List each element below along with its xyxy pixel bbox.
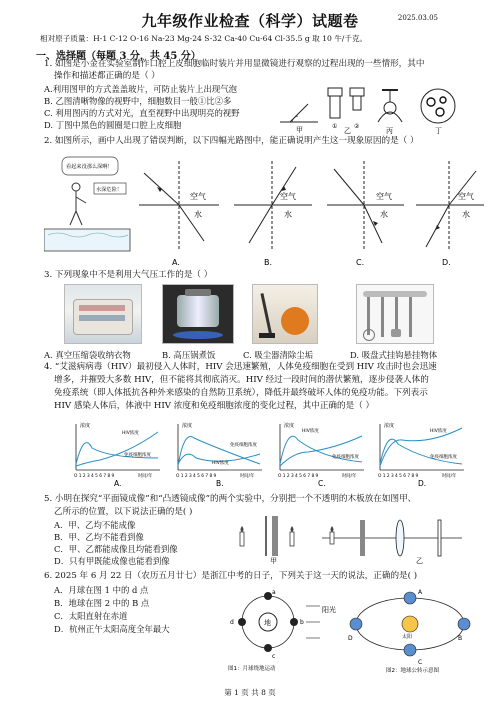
question-1-option-c: C. 利用图丙的方式对光，直至视野中出现明亮的视野 — [44, 108, 240, 118]
graph-c-label: C. — [318, 479, 326, 488]
svg-text:C: C — [418, 659, 423, 666]
svg-text:HIV浓度: HIV浓度 — [430, 429, 447, 434]
question-6-option-b: B．地球在图 2 中的 B 点 — [54, 598, 150, 608]
fig-label-ding: 丁 — [435, 127, 442, 134]
figure-yi-objectives — [328, 88, 364, 134]
question-4-line2: 增多，并摧毁大多数 HIV，但不能将其彻底消灭。HIV 经过一段时间的潜伏繁殖，逐步侵袭人体的 — [54, 375, 429, 385]
svg-text:时间/年: 时间/年 — [138, 474, 153, 479]
svg-text:免疫细胞浓度: 免疫细胞浓度 — [430, 455, 457, 460]
fig-label-yi: 乙 — [344, 127, 351, 134]
question-6-option-d: D．杭州正午太阳高度全年最大 — [54, 624, 170, 634]
question-1-stem: 1. 如图是小金在实验室制作口腔上皮细胞临时装片并用显微镜进行观察的过程出现的一些情形，其中 — [44, 59, 425, 69]
fig-label-yi-5: 乙 — [416, 557, 423, 564]
svg-text:O 1 2 3 4 5 6 7 8 9: O 1 2 3 4 5 6 7 8 9 — [278, 474, 319, 479]
question-3-stem: 3. 下列现象中不是利用大气压工作的是（ ） — [44, 270, 213, 280]
hiv-graph-b — [176, 422, 262, 488]
graph-b-label: B. — [216, 479, 224, 488]
graph-d-label: D. — [418, 479, 427, 488]
svg-text:水: 水 — [194, 210, 202, 219]
question-4-line1: 4. “艾滋病病毒（HIV）最初侵入人体时，HIV 会迅速繁殖，人体免疫细胞在受到 HIV 攻击时也会迅速 — [44, 362, 437, 372]
svg-text:免疫细胞浓度: 免疫细胞浓度 — [332, 455, 359, 460]
svg-text:浓度: 浓度 — [80, 423, 91, 429]
path-b-label: B. — [264, 258, 273, 267]
svg-text:空气: 空气 — [280, 192, 296, 201]
figure-ding-field — [421, 89, 455, 134]
svg-text:空气: 空气 — [376, 192, 392, 201]
light-path-a — [139, 161, 219, 267]
svg-text:时间/年: 时间/年 — [342, 474, 357, 479]
graph-a-label: A. — [114, 479, 122, 488]
svg-text:HIV浓度: HIV浓度 — [212, 461, 229, 466]
moon-orbit-diagram — [228, 589, 336, 672]
svg-text:浓度: 浓度 — [284, 423, 295, 429]
photo-vacuum-cleaner — [252, 284, 318, 344]
svg-text:B: B — [458, 635, 463, 642]
hiv-graph-c — [278, 422, 364, 488]
svg-text:水: 水 — [284, 210, 292, 219]
fig-label-jia-5: 甲 — [270, 557, 277, 564]
sunlight-label-1: 阳光 — [322, 606, 336, 614]
section-title: 一、选择题（每题 3 分，共 45 分） — [36, 51, 201, 62]
question-1-option-a: A.利用图甲的方式盖盖玻片，可防止装片上出现气泡 — [44, 84, 237, 94]
question-1-stem-line2: 操作和描述都正确的是（ ） — [54, 71, 160, 81]
svg-text:时间/年: 时间/年 — [240, 474, 255, 479]
q3-option-d: D. 吸盘式挂钩悬挂物体 — [350, 350, 438, 360]
pool-scene — [44, 157, 130, 251]
svg-text:HIV浓度: HIV浓度 — [122, 431, 139, 436]
exam-date: 2025.03.05 — [397, 14, 438, 22]
question-6-stem: 6. 2025 年 6 月 22 日（农历五月廿七）是浙江中考的日子，下列关于这一天的说法，正确的是( ) — [44, 571, 418, 581]
figure-bing-microscope — [378, 90, 402, 134]
svg-text:时间/年: 时间/年 — [442, 474, 457, 479]
light-path-b — [234, 161, 312, 267]
svg-text:空气: 空气 — [458, 192, 474, 201]
svg-text:D: D — [348, 635, 353, 642]
light-path-d — [416, 161, 484, 267]
question-2-figures — [44, 151, 484, 269]
question-2-stem: 2. 如图所示，画中人出现了错误判断，以下四幅光路图中，能正确说明产生这一现象原因的是（ ） — [44, 136, 419, 146]
plane-mirror-setup — [240, 516, 294, 564]
svg-text:浓度: 浓度 — [384, 423, 395, 429]
svg-text:免疫细胞浓度: 免疫细胞浓度 — [124, 453, 151, 458]
question-4-line3: 免疫系统（即人体抵抗各种外来感染的自然防卫系统），降低并最终破坏人体的免疫功能。下列表示 — [54, 388, 428, 398]
earth-revolution-diagram — [348, 589, 470, 674]
svg-text:O 1 2 3 4 5 6 7 8 9: O 1 2 3 4 5 6 7 8 9 — [378, 474, 419, 479]
photo-suction-hooks — [356, 284, 434, 344]
question-5-option-b: B．甲、乙均不能看到像 — [54, 532, 144, 542]
question-4-line4: HIV 感染人体后，体液中 HIV 浓度和免疫细胞浓度的变化过程，其中正确的是（ ） — [54, 401, 375, 411]
question-6-option-c: C．太阳直射在赤道 — [54, 611, 128, 621]
convex-lens-setup — [322, 520, 462, 564]
path-d-label: D. — [442, 258, 451, 267]
svg-text:浓度: 浓度 — [182, 423, 193, 429]
path-c-label: C. — [356, 258, 365, 267]
q3-option-c: C. 吸尘器清除尘垢 — [243, 350, 314, 360]
path-a-label: A. — [172, 258, 180, 267]
question-5-line2: 乙所示的位置，以下说法正确的是( ) — [54, 507, 193, 517]
question-5-option-c: C．甲、乙都能成像且均能看到像 — [54, 544, 178, 554]
q3-option-a: A. 真空压缩袋收纳衣物 — [44, 350, 131, 360]
speech-bubble-shallow: 看起来没那么深啊！ — [66, 164, 113, 170]
question-1-option-d: D. 丁图中黑色的圆圈是口腔上皮细胞 — [44, 120, 182, 130]
exam-title: 九年级作业检查（科学）试题卷 — [141, 12, 359, 30]
question-1-option-b: B. 乙图清晰物像的视野中，细胞数目一般①比②多 — [44, 96, 232, 106]
svg-text:水: 水 — [380, 210, 388, 219]
earth-label: 地 — [264, 619, 271, 627]
question-1-figures — [278, 82, 466, 134]
sun-label: 太阳 — [402, 634, 413, 640]
svg-text:空气: 空气 — [190, 192, 206, 201]
photo-vacuum-bags — [64, 284, 142, 344]
q3-option-b: B. 高压锅煮饭 — [162, 350, 216, 360]
hiv-graph-d — [378, 422, 464, 488]
fig-label-bing: 丙 — [386, 127, 393, 134]
warning-sign: 水深危险！ — [96, 187, 122, 193]
question-5-option-a: A．甲、乙均不能成像 — [54, 520, 136, 530]
svg-text:HIV浓度: HIV浓度 — [302, 429, 319, 434]
question-5-line1: 5. 小明在探究“平面镜成像”和“凸透镜成像”的两个实验中，分别把一个不透明的木板放在如图甲、 — [44, 494, 417, 504]
photo-pressure-cooker — [162, 284, 234, 344]
question-6-option-a: A．月球在图 1 中的 d 点 — [54, 585, 149, 595]
fig2-caption: 图2：地球公转示意图 — [386, 668, 439, 674]
question-5-figures — [230, 512, 470, 564]
svg-text:c: c — [272, 653, 276, 660]
svg-text:免疫细胞浓度: 免疫细胞浓度 — [230, 443, 257, 448]
svg-text:O 1 2 3 4 5 6 7 8 9: O 1 2 3 4 5 6 7 8 9 — [74, 474, 115, 479]
question-5-option-d: D．只有甲既能成像也能看到像 — [54, 556, 170, 566]
svg-text:A: A — [418, 589, 423, 596]
svg-text:水: 水 — [462, 210, 470, 219]
svg-text:d: d — [230, 619, 234, 626]
figure-jia-cover-slip — [280, 104, 318, 134]
page-footer: 第 1 页 共 8 页 — [224, 688, 276, 697]
question-4-graphs — [62, 418, 470, 488]
fig1-caption: 图1：月球绕地运动 — [228, 666, 276, 672]
fig-label-jia: 甲 — [296, 126, 303, 134]
svg-text:b: b — [300, 619, 304, 626]
svg-text:O 1 2 3 4 5 6 7 8 9: O 1 2 3 4 5 6 7 8 9 — [176, 474, 217, 479]
question-6-figures — [220, 584, 472, 674]
light-path-c — [327, 161, 404, 267]
svg-text:②: ② — [354, 123, 360, 130]
svg-text:a: a — [272, 589, 276, 596]
svg-text:①: ① — [332, 123, 338, 130]
hiv-graph-a — [74, 422, 160, 488]
atomic-masses: 相对原子质量：H-1 C-12 O-16 Na-23 Mg-24 S-32 Ca-40 Cu-64 Cl-35.5 g 取 10 牛/千克。 — [40, 34, 368, 43]
